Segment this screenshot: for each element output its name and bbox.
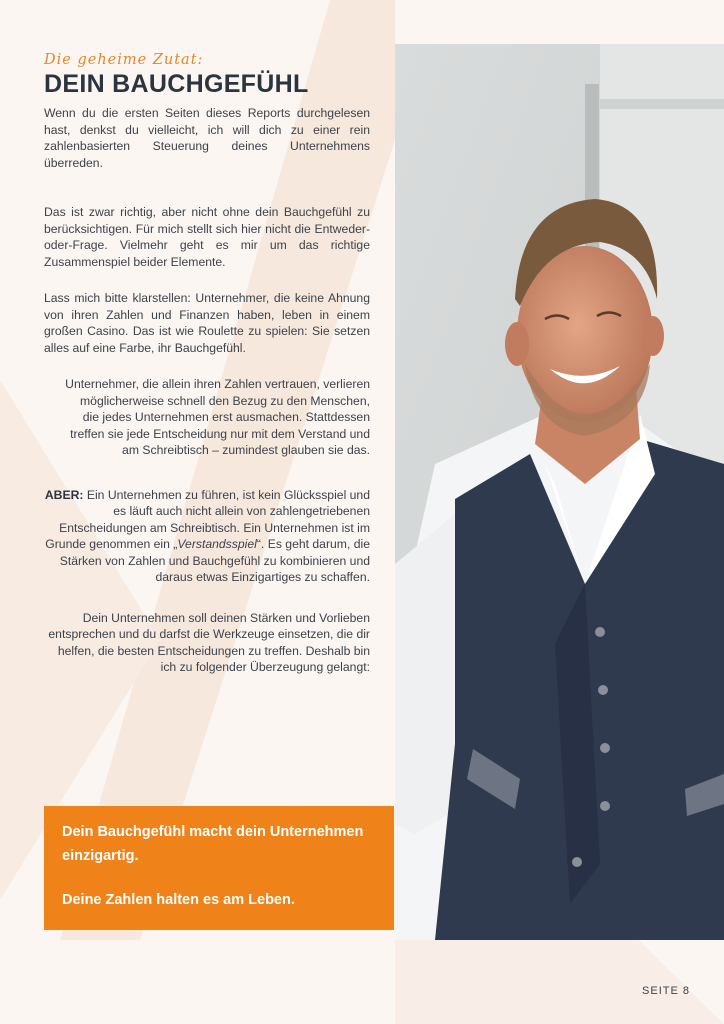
paragraph-casino: Lass mich bitte klarstellen: Unternehmer, die keine Ahnung von ihren Zahlen und Finanzen haben, leben in einem großen Casino. Das ist wie Roulette zu spielen: Sie setzen alles auf eine Farbe, ihr Bauchgefühl. [44, 291, 370, 355]
paragraph-numbers-only: Unternehmer, die allein ihren Zahlen vertrauen, verlieren möglicherweise schnell den Bezug zu den Menschen, die jedes Unternehmen erst ausmachen. Stattdessen treffen sie jede Entscheidung nur mit dem Verstand und am Schreibtisch – zumindest glauben sie das. [65, 377, 370, 457]
page-title: DEIN BAUCHGEFÜHL [44, 70, 309, 98]
paragraph-intro: Wenn du die ersten Seiten dieses Reports durchgelesen hast, denkst du vielleicht, ich will dich zu einer rein zahlenbasierten Steuerung deines Unternehmens überreden. [44, 106, 370, 170]
text-column [44, 52, 370, 676]
portrait-photo [395, 44, 724, 940]
aber-text-a: Ein Unternehmen zu führen, ist kein Glücksspiel und es läuft auch nicht allein von zahlengetriebenen Entscheidungen am Schreibtisch. Ein Unternehmen ist im Grunde genommen ein „ [45, 487, 370, 551]
callout-line-1: Dein Bauchgefühl macht dein Unternehmen einzigartig. [62, 824, 364, 864]
callout-line-2: Deine Zahlen halten es am Leben. [62, 892, 295, 908]
portrait-illustration [395, 44, 724, 940]
paragraph-aber [44, 487, 370, 586]
paragraph-balance: Das ist zwar richtig, aber nicht ohne dein Bauchgefühl zu berücksichtigen. Für mich stellt sich hier nicht die Entweder-oder-Frage. Vielmehr geht es mir um das richtige Zusammenspiel beider Elemente. [44, 205, 370, 269]
aber-lead: ABER: [44, 487, 84, 502]
page-number: SEITE 8 [642, 985, 690, 997]
paragraph-conviction: Dein Unternehmen soll deinen Stärken und Vorlieben entsprechen und du darfst die Werkzeuge einsetzen, die dir helfen, die besten Entscheidungen zu treffen. Deshalb bin ich zu folgender Überzeugung gelangt: [48, 610, 370, 674]
aber-text-b: “. Es geht darum, die Stärken von Zahlen und Bauchgefühl zu kombinieren und daraus etwas Einzigartiges zu schaffen. [59, 537, 370, 584]
quote-callout [44, 806, 394, 930]
section-subtitle: Die geheime Zutat: [44, 52, 204, 68]
aber-emphasis: Verstandsspiel [177, 537, 257, 551]
